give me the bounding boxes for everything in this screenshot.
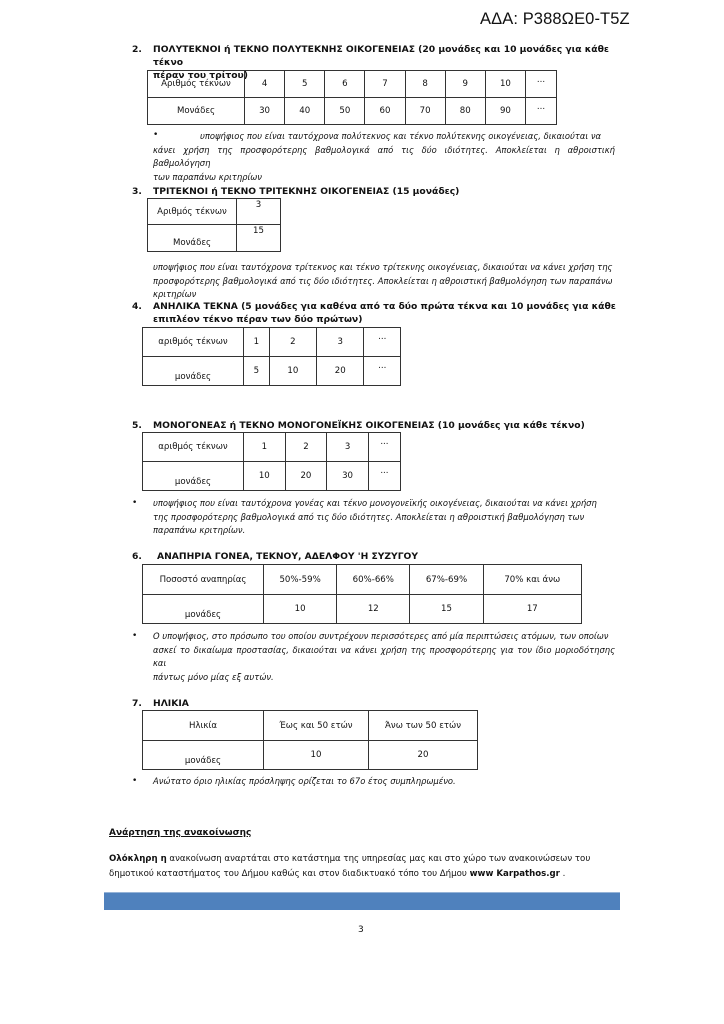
table-cell: 80 (445, 98, 485, 125)
table-cell: 5 (285, 71, 325, 98)
section-5-heading (132, 419, 623, 432)
table-cell: 10 (264, 741, 369, 770)
table-cell: 70% και άνω (483, 565, 581, 595)
table-cell: 60 (365, 98, 405, 125)
note-line: κριτηρίων (153, 289, 197, 299)
section-3-table (147, 198, 281, 252)
table-cell: ... (525, 71, 556, 98)
posting-text: δημοτικού καταστήματος του Δήμου καθώς και στον διαδικτυακό τόπο του Δήμου (109, 868, 470, 879)
table-row-label: Ποσοστό αναπηρίας (143, 565, 264, 595)
posting-text-end: . (559, 868, 566, 879)
posting-text: ανακοίνωση αναρτάται στο κατάστημα της υπηρεσίας μας και στο χώρο των ανακοινώσεων του (166, 854, 591, 864)
section-4-title-line1: ΑΝΗΛΙΚΑ ΤΕΚΝΑ (5 μονάδες για καθένα από τα δύο πρώτα τέκνα και 10 μονάδες για κάθε (153, 301, 616, 312)
table-cell: 67%-69% (410, 565, 483, 595)
posting-title: Ανάρτηση της ανακοίνωσης (109, 828, 252, 838)
note-line: των παραπάνω κριτηρίων (153, 171, 262, 182)
footer-bar (104, 892, 620, 910)
table-cell: 10 (485, 71, 525, 98)
table-cell: 20 (317, 357, 364, 386)
table-cell: 3 (327, 433, 369, 462)
section-5-note (153, 497, 615, 538)
table-cell: 50%-59% (264, 565, 337, 595)
section-7-title: ΗΛΙΚΙΑ (153, 698, 189, 709)
section-6-table (142, 564, 582, 624)
table-row-label: μονάδες (143, 741, 264, 770)
section-5-title: ΜΟΝΟΓΟΝΕΑΣ ή ΤΕΚΝΟ ΜΟΝΟΓΟΝΕΪΚΗΣ ΟΙΚΟΓΕΝΕΙΑΣ (10 μονάδες για κάθε τέκνο) (153, 420, 585, 431)
section-6-heading (132, 550, 627, 563)
table-cell: 5 (244, 357, 270, 386)
note-line: κάνει χρήση της προσφορότερης βαθμολογικά από τις δύο ιδιότητες. Αποκλείεται η αθροιστική βαθμολόγηση (153, 144, 615, 168)
section-2-table (147, 70, 557, 125)
table-cell: 30 (327, 462, 369, 491)
table-cell: ... (368, 462, 400, 491)
section-4-title-line2: επιπλέον τέκνο πέραν των δύο πρώτων) (153, 314, 363, 325)
note-line: της προσφορότερης βαθμολογικά από τις δύο ιδιότητες. Αποκλείεται η αθροιστική βαθμολόγηση των (153, 511, 585, 522)
section-6-title: ΑΝΑΠΗΡΙΑ ΓΟΝΕΑ, ΤΕΚΝΟΥ, ΑΔΕΛΦΟΥ 'Η ΣΥΖΥΓΟΥ (157, 551, 419, 562)
section-4-number: 4. (132, 301, 142, 312)
table-cell: 2 (269, 328, 316, 357)
table-cell: 2 (285, 433, 327, 462)
table-cell: 10 (269, 357, 316, 386)
section-2-title-line1: ΠΟΛΥΤΕΚΝΟΙ ή ΤΕΚΝΟ ΠΟΛΥΤΕΚΝΗΣ ΟΙΚΟΓΕΝΕΙΑΣ (20 μονάδες και 10 μονάδες για κάθε τέκνο (153, 44, 610, 68)
note-line: ασκεί το δικαίωμα προστασίας, δικαιούται να κάνει χρήση της προσφορότερης για τον ίδιο μοριοδότησης και (153, 644, 615, 668)
table-row-label: αριθμός τέκνων (143, 433, 244, 462)
bullet-icon: • (132, 631, 138, 641)
table-cell: 3 (237, 199, 281, 225)
table-cell: 4 (245, 71, 285, 98)
table-cell: 6 (325, 71, 365, 98)
section-5-number: 5. (132, 420, 142, 431)
section-6-note (153, 630, 615, 684)
table-cell: 9 (445, 71, 485, 98)
note-line: Ανώτατο όριο ηλικίας πρόσληψης ορίζεται το 67ο έτος συμπληρωμένο. (153, 776, 456, 786)
table-cell: 90 (485, 98, 525, 125)
table-cell: 1 (244, 328, 270, 357)
table-cell: 10 (244, 462, 286, 491)
section-2-number: 2. (132, 44, 142, 55)
table-cell: 30 (245, 98, 285, 125)
section-7-table (142, 710, 478, 770)
section-7-heading (132, 697, 623, 710)
section-7-number: 7. (132, 698, 142, 709)
note-line: υποψήφιος που είναι ταυτόχρονα πολύτεκνος και τέκνο πολύτεκνης οικογένειας, δικαιούται να (200, 131, 602, 141)
table-row-label: Μονάδες (148, 98, 245, 125)
bullet-icon: • (153, 130, 159, 140)
bullet-icon: • (132, 776, 138, 786)
table-cell: 60%-66% (337, 565, 410, 595)
table-cell: 40 (285, 98, 325, 125)
section-3-number: 3. (132, 186, 142, 197)
posting-paragraph (109, 852, 615, 881)
section-3-title: ΤΡΙΤΕΚΝΟΙ ή ΤΕΚΝΟ ΤΡΙΤΕΚΝΗΣ ΟΙΚΟΓΕΝΕΙΑΣ (15 μονάδες) (153, 186, 460, 197)
table-cell: Έως και 50 ετών (264, 711, 369, 741)
table-cell: ... (368, 433, 400, 462)
note-line: Ο υποψήφιος, στο πρόσωπο του οποίου συντρέχουν περισσότερες από μία περιπτώσεις ατόμων, των οποίων (153, 631, 609, 641)
section-4-heading (132, 300, 623, 326)
note-line: υποψήφιος που είναι ταυτόχρονα τρίτεκνος και τέκνο τρίτεκνης οικογένειας, δικαιούται να κάνει χρήση της (153, 262, 613, 272)
posting-bold-lead: Ολόκληρη η (109, 854, 167, 864)
section-7-note (153, 775, 615, 789)
section-3-note (153, 261, 615, 302)
table-cell: ... (525, 98, 556, 125)
table-row-label: μονάδες (143, 462, 244, 491)
table-cell: 15 (237, 225, 281, 252)
table-cell: Άνω των 50 ετών (369, 711, 478, 741)
table-cell: 20 (285, 462, 327, 491)
section-2-note (153, 130, 615, 184)
table-row-label: μονάδες (143, 357, 244, 386)
note-line: πάντως μόνο μίας εξ αυτών. (153, 671, 274, 682)
table-row-label: Αριθμός τέκνων (148, 71, 245, 98)
section-3-heading (132, 185, 623, 198)
table-cell: ... (364, 328, 401, 357)
note-line: παραπάνω κριτηρίων. (153, 525, 246, 535)
table-cell: 10 (264, 595, 337, 624)
table-cell: 70 (405, 98, 445, 125)
table-row-label: Αριθμός τέκνων (148, 199, 237, 225)
table-cell: 50 (325, 98, 365, 125)
section-2-title-line2: πέραν του τρίτου) (153, 70, 248, 81)
table-cell: 1 (244, 433, 286, 462)
bullet-icon: • (132, 498, 138, 508)
table-cell: 20 (369, 741, 478, 770)
table-cell: 8 (405, 71, 445, 98)
note-line: προσφορότερης βαθμολογικά από τις δύο ιδιότητες. Αποκλείεται η αθροιστική βαθμολόγηση των παραπάνω (153, 275, 613, 286)
section-4-table (142, 327, 401, 386)
table-row-label: Μονάδες (148, 225, 237, 252)
table-row-label: μονάδες (143, 595, 264, 624)
table-cell: 3 (317, 328, 364, 357)
section-5-table (142, 432, 401, 491)
page-number: 3 (358, 925, 364, 935)
table-cell: 15 (410, 595, 483, 624)
ada-code: ΑΔΑ: Ρ388ΩΕ0-Τ5Ζ (480, 10, 630, 28)
table-row-label: Ηλικία (143, 711, 264, 741)
table-cell: 12 (337, 595, 410, 624)
website-link[interactable]: www Karpathos.gr (469, 868, 560, 879)
section-6-number: 6. (132, 551, 142, 562)
table-row-label: αριθμός τέκνων (143, 328, 244, 357)
table-cell: 17 (483, 595, 581, 624)
note-line: υποψήφιος που είναι ταυτόχρονα γονέας και τέκνο μονογονεϊκής οικογένειας, δικαιούται να κάνει χρήση (153, 498, 597, 508)
table-cell: 7 (365, 71, 405, 98)
table-cell: ... (364, 357, 401, 386)
